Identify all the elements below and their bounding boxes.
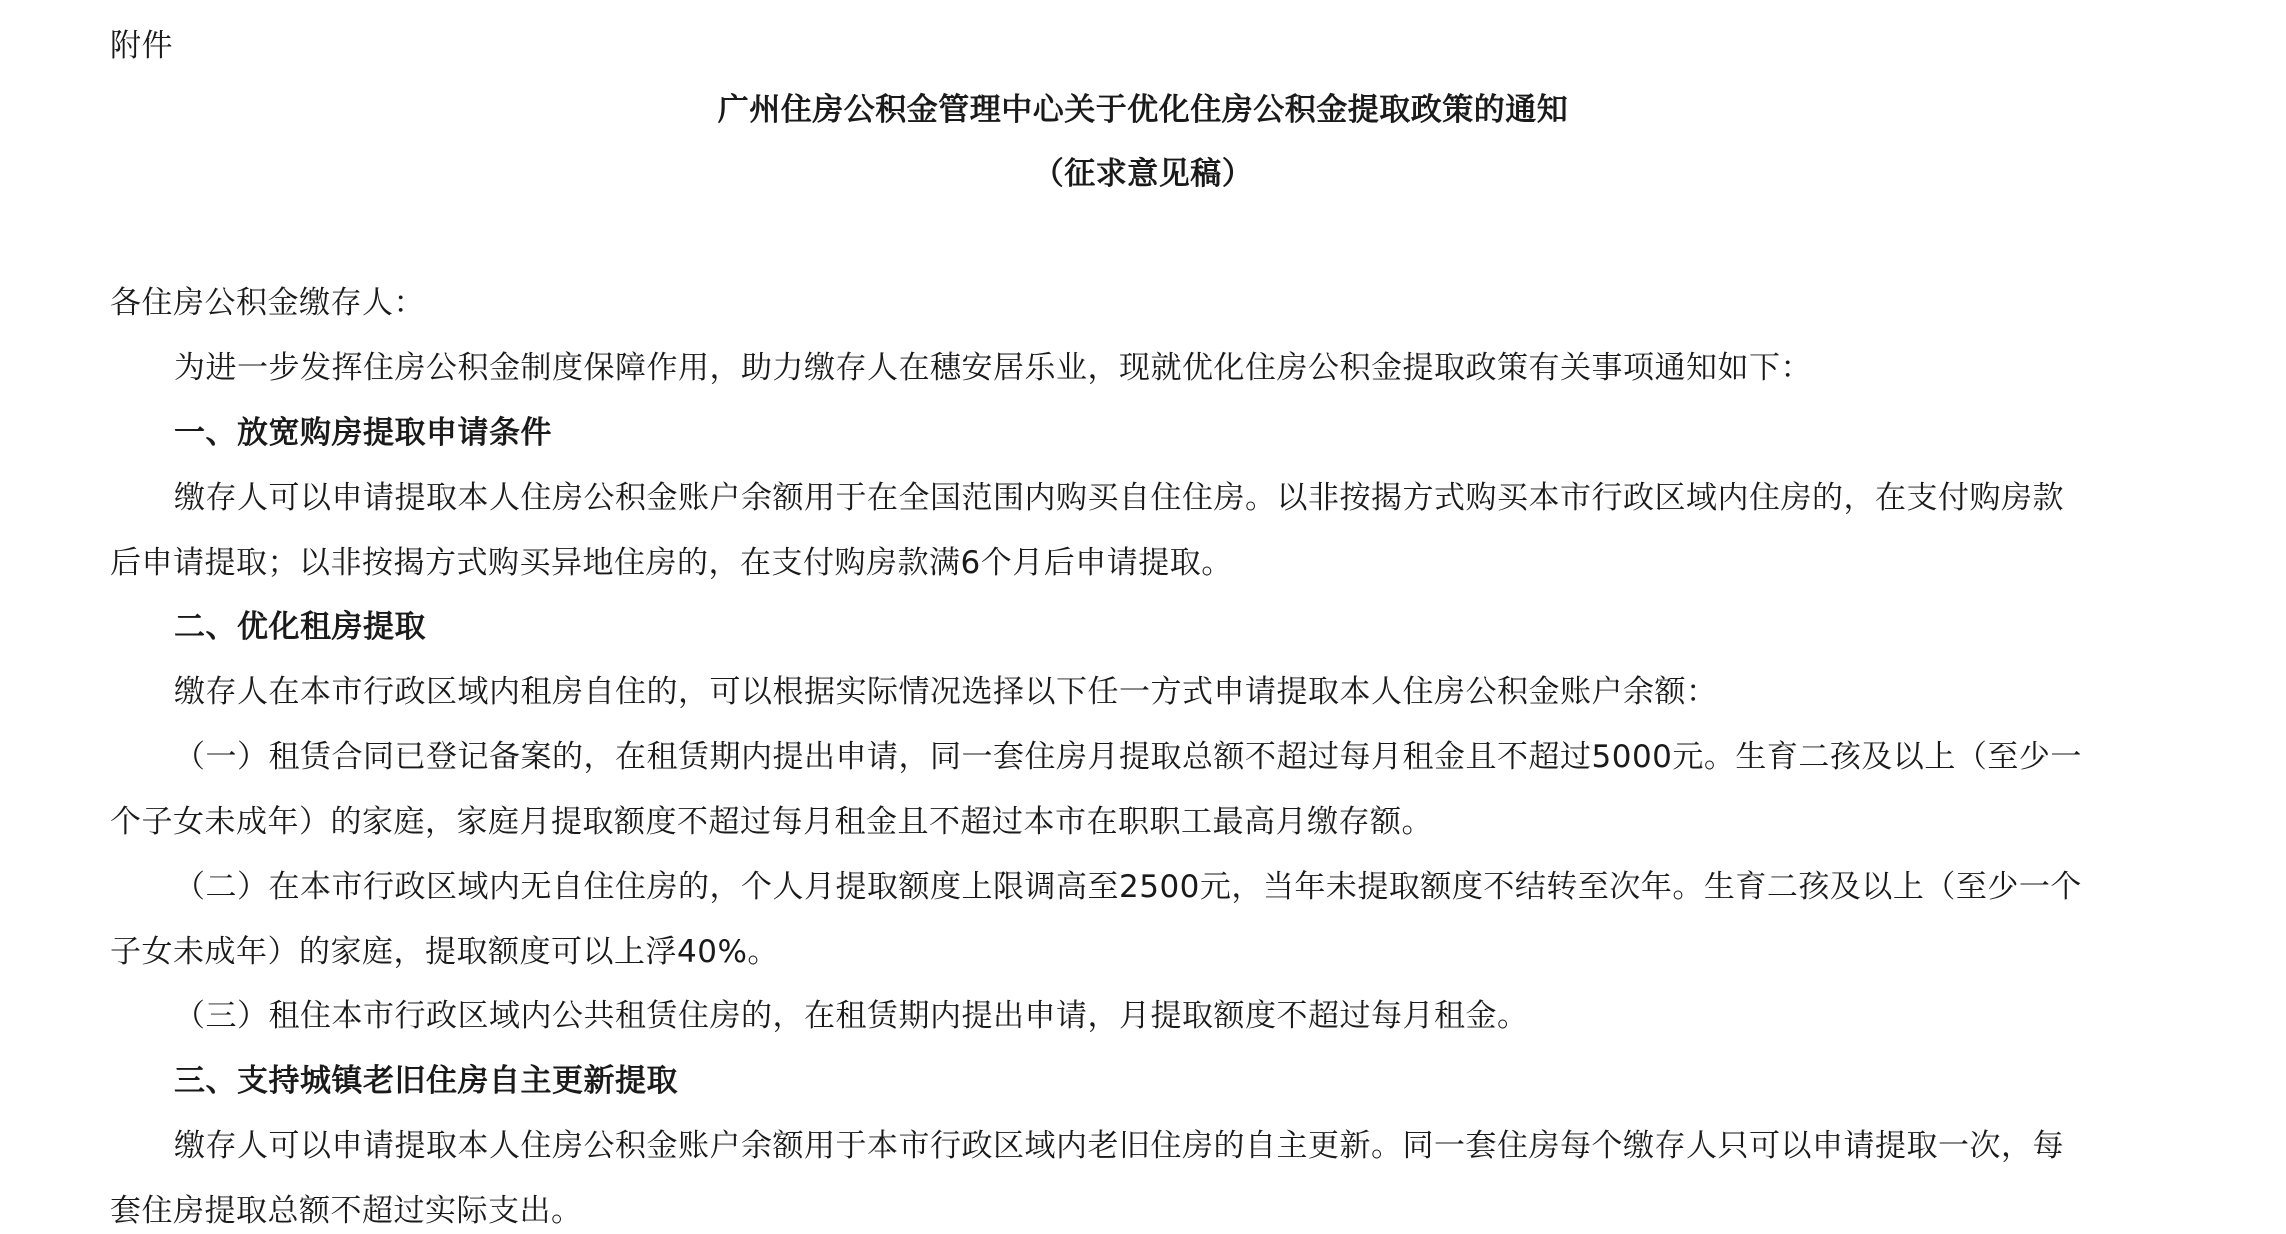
section-2-line: 个子女未成年）的家庭，家庭月提取额度不超过每月租金且不超过本市在职职工最高月缴存额。 xyxy=(110,804,1433,840)
section-1-line: 缴存人可以申请提取本人住房公积金账户余额用于在全国范围内购买自住住房。以非按揭方式购买本市行政区域内住房的，在支付购房款 xyxy=(174,480,2064,516)
section-2-line: （一）租赁合同已登记备案的，在租赁期内提出申请，同一套住房月提取总额不超过每月租金且不超过5000元。生育二孩及以上（至少一 xyxy=(174,739,2082,775)
attachment-label: 附件 xyxy=(110,28,173,64)
section-1-line: 后申请提取；以非按揭方式购买异地住房的，在支付购房款满6个月后申请提取。 xyxy=(110,545,1233,581)
salutation: 各住房公积金缴存人： xyxy=(110,285,425,321)
section-2-line: 缴存人在本市行政区域内租房自住的，可以根据实际情况选择以下任一方式申请提取本人住房公积金账户余额： xyxy=(174,674,1718,710)
document-title: 广州住房公积金管理中心关于优化住房公积金提取政策的通知 xyxy=(717,92,1569,128)
section-3-line: 缴存人可以申请提取本人住房公积金账户余额用于本市行政区域内老旧住房的自主更新。同一套住房每个缴存人只可以申请提取一次，每 xyxy=(174,1128,2064,1164)
intro-paragraph: 为进一步发挥住房公积金制度保障作用，助力缴存人在穗安居乐业，现就优化住房公积金提取政策有关事项通知如下： xyxy=(174,350,1812,386)
document-subtitle: （征求意见稿） xyxy=(1032,156,1254,192)
section-2-line: 子女未成年）的家庭，提取额度可以上浮40%。 xyxy=(110,934,779,970)
section-2-line: （三）租住本市行政区域内公共租赁住房的，在租赁期内提出申请，月提取额度不超过每月租金。 xyxy=(174,998,1529,1034)
section-3-heading: 三、支持城镇老旧住房自主更新提取 xyxy=(174,1063,678,1099)
section-2-line: （二）在本市行政区域内无自住住房的，个人月提取额度上限调高至2500元，当年未提取额度不结转至次年。生育二孩及以上（至少一个 xyxy=(174,869,2082,905)
section-3-line: 套住房提取总额不超过实际支出。 xyxy=(110,1193,583,1229)
section-1-heading: 一、放宽购房提取申请条件 xyxy=(174,415,552,451)
section-2-heading: 二、优化租房提取 xyxy=(174,609,426,645)
